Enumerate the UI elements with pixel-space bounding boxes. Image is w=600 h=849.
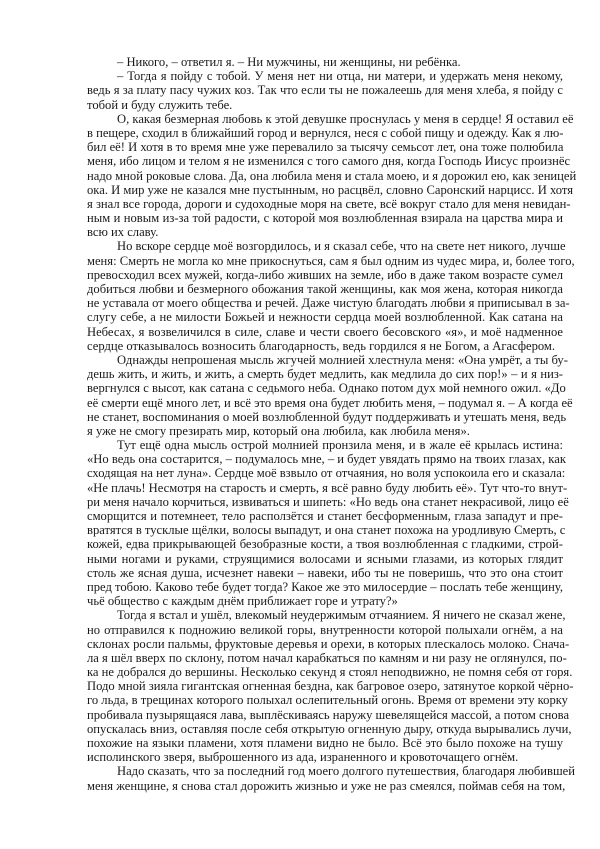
text-line: ными ногами и руками, струящимися волосами и ясными глазами, из которых глядит <box>87 551 563 566</box>
text-line: ла я шёл вверх по склону, потом начал карабкаться по камням и ни разу не оглянулся, по- <box>87 650 567 665</box>
paragraph <box>87 55 563 69</box>
text-line: ным и новым из-за той радости, с которой моя возлюбленная взирала на царства мира и <box>87 211 563 226</box>
text-line: Однажды непрошеная мысль жгучей молнией хлестнула меня: «Она умрёт, а ты бу- <box>117 352 568 367</box>
text-line: ока. И мир уже не казался мне пустынным, но расцвёл, словно Саронский нарцисс. И хотя <box>87 182 574 197</box>
text-line: Небесах, я возвеличился в силе, славе и чести своего бесовского «я», и моё надменное <box>87 324 563 339</box>
text-line: сходящая на нет луна». Сердце моё взвыло от отчаяния, но воля успокоила его и сказала: <box>87 466 566 481</box>
text-line: дешь жить, и жить, и жить, а смерть будет медлить, как медлила до сих пор!» – и я низ- <box>87 367 563 382</box>
text-line: чьё общество с каждым днём приближает горе и утрату?» <box>87 594 398 609</box>
text-line: пред тобою. Каково тебе будет тогда? Какое же это милосердие – послать тебе женщину, <box>87 579 563 594</box>
paragraph <box>87 764 575 793</box>
text-line: я знал все города, дороги и судоходные моря на свете, всё вокруг стало для меня невидан- <box>87 196 571 211</box>
text-line: Тут ещё одна мысль острой молнией пронзила меня, и в жале её крылась истина: <box>117 438 563 453</box>
text-line: слугу себе, а не милости Божьей и нежности сердца моей возлюбленной. Как сатана на <box>87 310 563 325</box>
text-line: пробивала пузырящаяся лава, выплёскиваясь наружу шевелящейся массой, а потом снова <box>87 707 570 722</box>
text-line: добиться любви и безмерного обожания такой женщины, как моя жена, которая никогда <box>87 282 563 296</box>
paragraph <box>87 69 563 112</box>
text-line: склонах росли пальмы, фруктовые деревья и орехи, в которых плескалось молоко. Снача- <box>87 636 570 651</box>
text-line: – Тогда я пойду с тобой. У меня нет ни отца, ни матери, и удержать меня некому, <box>117 69 563 84</box>
text-line: го льда, в трещинах которого полыхал ослепительный огонь. Время от времени эту корку <box>87 693 568 708</box>
text-line: превосходил всех мужей, когда-либо живших на земле, ибо в даже таком возрасте сумел <box>87 267 563 282</box>
paragraph <box>87 608 574 765</box>
text-line: но отправился к подножию великой горы, внутренности которой полыхали огнём, а на <box>87 622 563 637</box>
text-line: сморщится и потемнеет, тело расползётся и станет бесформенным, глаза западут и пре- <box>87 509 563 523</box>
text-line: исполинского зверя, выброшенного из ада, израненного и кровоточащего огнём. <box>87 750 519 765</box>
text-line: бил её! И хотя в то время мне уже перевалило за тысячу семьсот лет, она тоже полюбила <box>87 140 564 155</box>
text-line: О, какая безмерная любовь к этой девушке проснулась у меня в сердце! Я оставил её <box>117 111 574 126</box>
text-line: Надо сказать, что за последний год моего долгого путешествия, благодаря любившей <box>117 764 575 779</box>
text-line: столь же ясная душа, исчезнет навеки – навеки, ибо ты не поверишь, что это она стоит <box>87 565 563 580</box>
text-line: похожие на языки пламени, хотя пламени видно не было. Всё это было похоже на тушу <box>87 736 563 750</box>
text-line: «Но ведь она состарится, – подумалось мне, – и будет увядать прямо на твоих глазах, как <box>87 452 566 467</box>
text-line: в пещере, сходил в ближайший город и вернулся, неся с собой пищу и одежду. Как я лю- <box>87 125 564 140</box>
text-line: Подо мной зияла гигантская огненная бездна, как багровое озеро, затянутое коркой чёрно- <box>87 679 574 694</box>
text-line: сердце отказывалось возносить благодарность, ведь гордился я не Богом, а Агасфером. <box>87 338 556 353</box>
text-line: меня женщине, я снова стал дорожить жизнью и уже не раз смеялся, поймав себя на том, <box>87 778 566 793</box>
text-line: меня: Смерть не могла ко мне прикоснуться, сам я был одним из чудес мира, и, более того, <box>87 253 575 268</box>
text-line: её смерти ещё много лет, и всё это время она будет любить меня, – подумал я. – А когда её <box>87 395 573 410</box>
text-line: Но вскоре сердце моё возгордилось, и я сказал себе, что на свете нет никого, лучше <box>117 239 566 254</box>
text-line: не станет, воспоминания о моей возлюбленной будут поддерживать и утешать меня, ведь <box>87 409 567 424</box>
paragraph <box>87 111 577 240</box>
paragraph <box>87 352 573 438</box>
text-line: меня, ибо лицом и телом я не изменился с того самого дня, когда Господь Иисус произнёс <box>87 154 571 169</box>
text-line: всю их славу. <box>87 225 159 240</box>
text-line: я уже не смогу презирать мир, который она любила, как любила меня». <box>87 423 470 438</box>
text-line: ка не добрался до вершины. Несколько секунд я стоял неподвижно, не помня себя от горя. <box>87 665 573 680</box>
text-line: вратятся в тусклые щёлки, волосы выпадут, и она станет похожа на уродливую Смерть, с <box>87 523 566 538</box>
text-line: опускалась вниз, оставляя после себя открытую огненную дыру, откуда вырывались лучи, <box>87 721 572 736</box>
text-line: кожей, едва прикрывающей безобразные кости, а твоя возлюбленная с гладкими, строй- <box>87 537 563 552</box>
document-page <box>87 55 577 793</box>
paragraph <box>87 438 569 609</box>
text-line: надо мной роковые слова. Да, она любила меня и стала моею, и я дорожил ею, как зеницей <box>87 168 577 183</box>
text-line: Тогда я встал и ушёл, влекомый неудержимым отчаянием. Я ничего не сказал жене, <box>117 608 566 623</box>
text-line: ри меня начало корчиться, извиваться и шипеть: «Но ведь она станет некрасивой, лицо её <box>87 494 569 509</box>
text-line: – Никого, – ответил я. – Ни мужчины, ни женщины, ни ребёнка. <box>117 55 461 69</box>
text-line: «Не плачь! Несмотря на старость и смерть, я всё равно буду любить её». Тут что-то внут- <box>87 480 568 495</box>
text-line: ведь я за плату пасу чужих коз. Так что если ты не пожалеешь для меня хлеба, я пойду с <box>87 83 563 98</box>
paragraph <box>87 239 575 353</box>
text-line: тобой и буду служить тебе. <box>87 97 233 112</box>
text-line: не уставала от моего общества и речей. Даже чистую благодать любви я приписывал в за- <box>87 296 570 311</box>
text-line: вергнулся с высот, как сатана с седьмого неба. Однако потом дух мой немного ожил. «До <box>87 381 566 396</box>
